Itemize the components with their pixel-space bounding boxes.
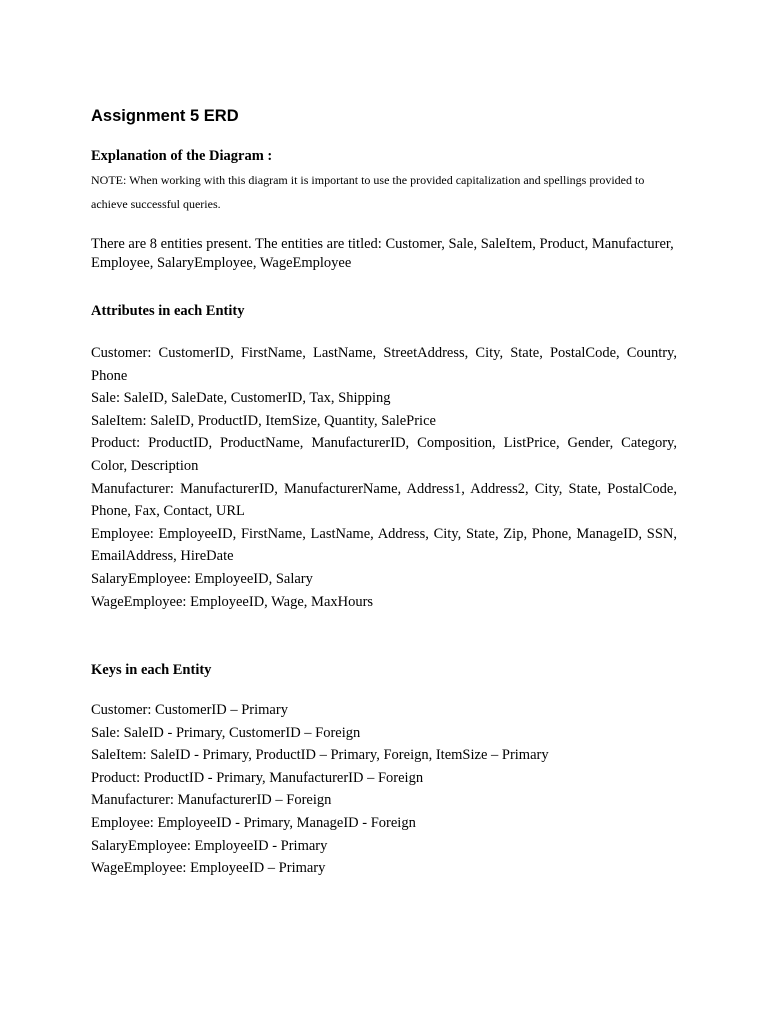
keys-item-saleitem: SaleItem: SaleID - Primary, ProductID – Primary, Foreign, ItemSize – Primary xyxy=(91,747,549,764)
keys-heading: Keys in each Entity xyxy=(91,662,212,678)
attributes-item-saleitem: SaleItem: SaleID, ProductID, ItemSize, Quantity, SalePrice xyxy=(91,412,436,429)
attributes-item-employee: Employee: EmployeeID, FirstName, LastName, Address, City, State, Zip, Phone, ManageID, SSN, EmailAddress, HireDate xyxy=(91,525,677,565)
keys-item-employee: Employee: EmployeeID - Primary, ManageID - Foreign xyxy=(91,814,416,831)
attributes-item-manufacturer: Manufacturer: ManufacturerID, ManufacturerName, Address1, Address2, City, State, PostalCode, Phone, Fax, Contact, URL xyxy=(91,480,677,520)
keys-item-manufacturer: Manufacturer: ManufacturerID – Foreign xyxy=(91,792,332,809)
note-paragraph: NOTE: When working with this diagram it is important to use the provided capitalization and spellings provided to achieve successful queries. xyxy=(91,173,645,211)
document-title: Assignment 5 ERD xyxy=(91,107,239,125)
keys-item-sale: Sale: SaleID - Primary, CustomerID – Foreign xyxy=(91,724,361,741)
entities-intro-paragraph: There are 8 entities present. The entities are titled: Customer, Sale, SaleItem, Product, Manufacturer, Employee, SalaryEmployee, WageEmployee xyxy=(91,236,674,271)
keys-item-salaryemployee: SalaryEmployee: EmployeeID - Primary xyxy=(91,837,328,854)
attributes-heading: Attributes in each Entity xyxy=(91,303,245,319)
attributes-item-customer: Customer: CustomerID, FirstName, LastName, StreetAddress, City, State, PostalCode, Country, Phone xyxy=(91,345,677,384)
attributes-item-wageemployee: WageEmployee: EmployeeID, Wage, MaxHours xyxy=(91,593,374,610)
keys-item-wageemployee: WageEmployee: EmployeeID – Primary xyxy=(91,860,326,877)
attributes-item-product: Product: ProductID, ProductName, ManufacturerID, Composition, ListPrice, Gender, Category, Color, Description xyxy=(91,435,677,474)
explanation-heading: Explanation of the Diagram : xyxy=(91,148,273,164)
attributes-list xyxy=(91,342,677,613)
keys-list xyxy=(91,699,677,880)
keys-item-customer: Customer: CustomerID – Primary xyxy=(91,702,288,718)
attributes-item-salaryemployee: SalaryEmployee: EmployeeID, Salary xyxy=(91,570,313,587)
attributes-item-sale: Sale: SaleID, SaleDate, CustomerID, Tax, Shipping xyxy=(91,390,391,407)
keys-item-product: Product: ProductID - Primary, ManufacturerID – Foreign xyxy=(91,769,424,786)
